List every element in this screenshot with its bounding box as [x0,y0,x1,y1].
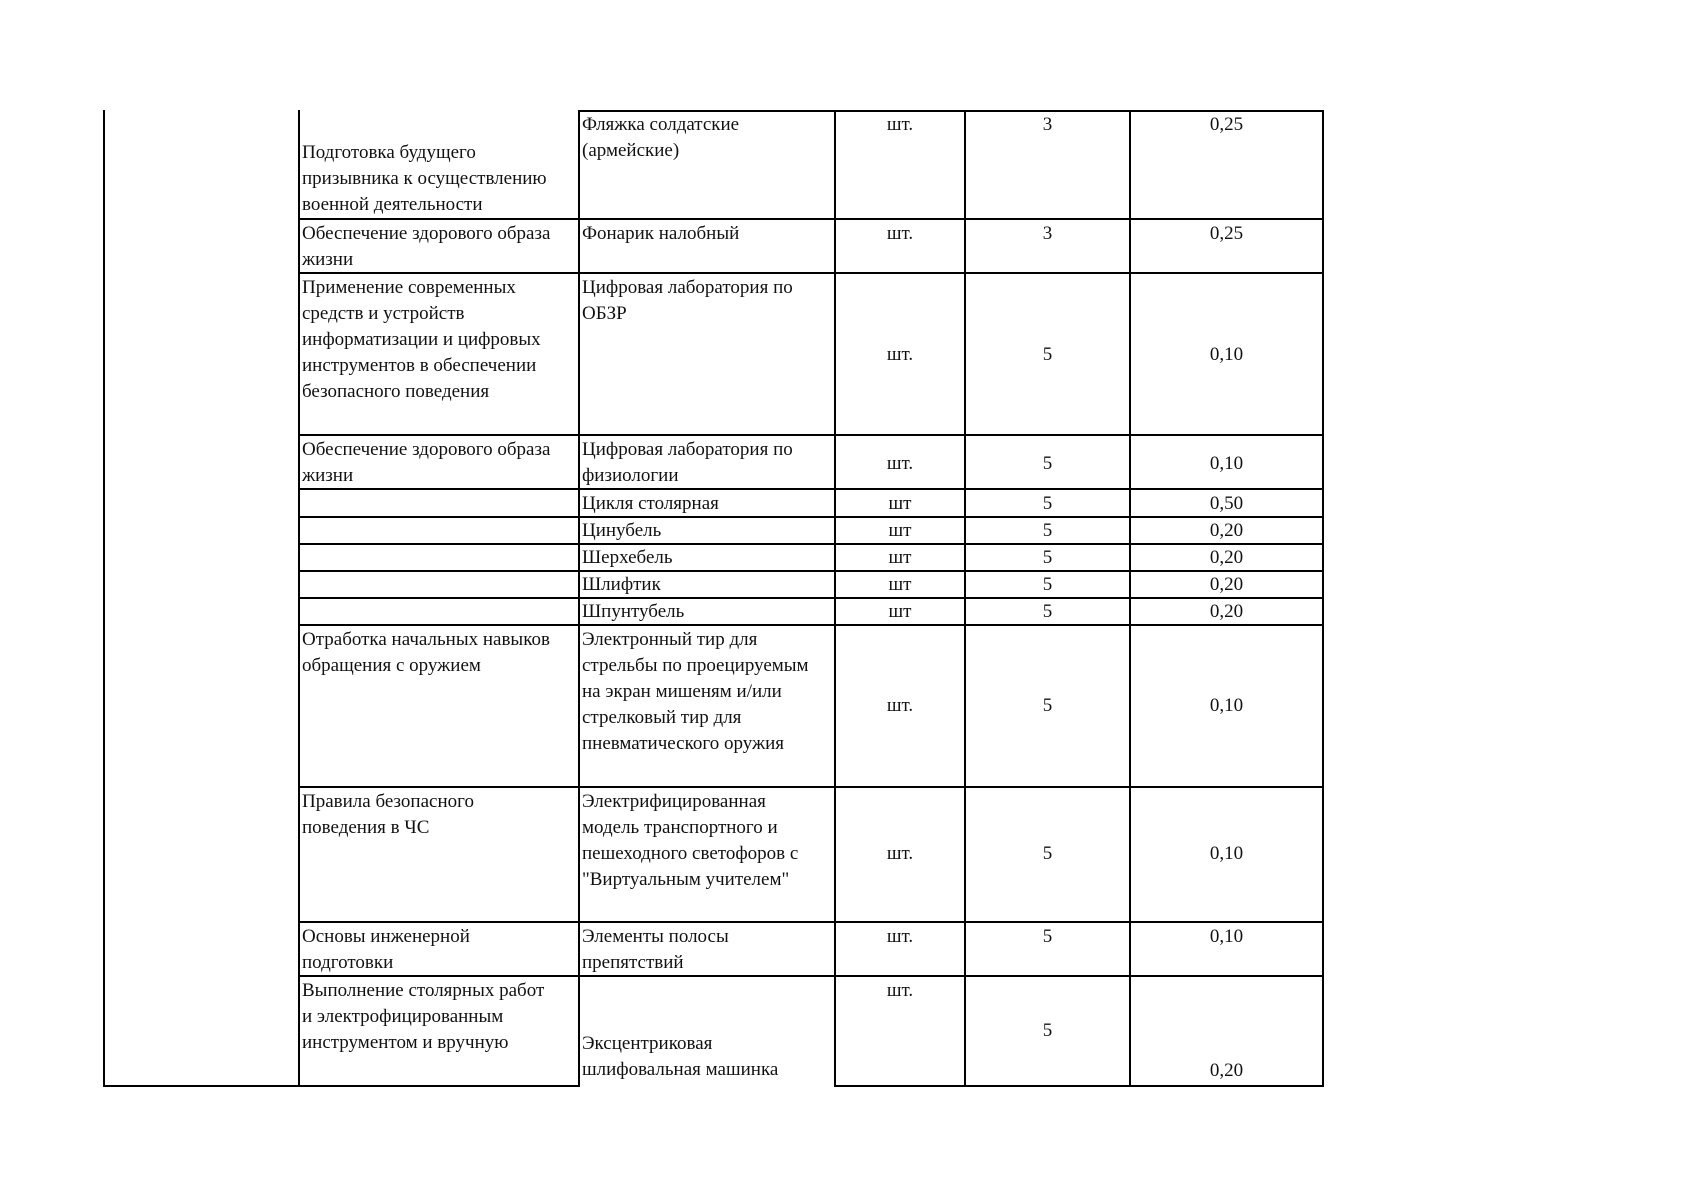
unit-cell: шт. [886,453,914,474]
topic-cell: Обеспечение здорового образа жизни [302,439,551,486]
topic-cell: Основы инженерной подготовки [302,926,470,973]
table-rule [298,434,1324,436]
topic-cell: Подготовка будущего призывника к осуществлению военной деятельности [302,142,547,215]
item-cell: Шлифтик [582,574,661,595]
item-cell: Шерхебель [582,547,673,568]
rate-cell: 0,20 [1209,547,1244,568]
rate-cell: 0,20 [1209,520,1244,541]
rate-cell: 0,25 [1209,114,1244,135]
item-cell: Цинубель [582,520,662,541]
quantity-cell: 5 [1042,574,1053,595]
unit-cell: шт [888,574,912,595]
quantity-cell: 5 [1042,843,1053,864]
unit-cell: шт [888,520,912,541]
item-cell: Элементы полосы препятствий [582,926,729,973]
unit-cell: шт [888,493,912,514]
item-cell: Цифровая лаборатория по физиологии [582,439,793,486]
item-cell: Фляжка солдатские (армейские) [582,114,740,161]
rate-cell: 0,10 [1209,453,1244,474]
unit-cell: шт. [886,980,914,1001]
unit-cell: шт [888,547,912,568]
rate-cell: 0,20 [1209,601,1244,622]
unit-cell: шт. [886,114,914,135]
rate-cell: 0,10 [1209,843,1244,864]
rate-cell: 0,20 [1209,1060,1244,1081]
unit-cell: шт [888,601,912,622]
item-cell: Цифровая лаборатория по ОБЗР [582,277,793,324]
quantity-cell: 5 [1042,453,1053,474]
quantity-cell: 5 [1042,1020,1053,1041]
unit-cell: шт. [886,843,914,864]
table-rule [834,1085,1324,1087]
rate-cell: 0,50 [1209,493,1244,514]
quantity-cell: 5 [1042,493,1053,514]
rate-cell: 0,10 [1209,926,1244,947]
item-cell: Шпунтубель [582,601,685,622]
item-cell: Эксцентриковая шлифовальная машинка [582,1033,779,1080]
unit-cell: шт. [886,344,914,365]
quantity-cell: 5 [1042,601,1053,622]
table-rule [103,1085,580,1087]
topic-cell: Отработка начальных навыков обращения с оружием [302,629,550,676]
rate-cell: 0,10 [1209,344,1244,365]
quantity-cell: 5 [1042,520,1053,541]
quantity-cell: 5 [1042,344,1053,365]
rate-cell: 0,25 [1209,223,1244,244]
quantity-cell: 3 [1042,114,1053,135]
topic-cell: Обеспечение здорового образа жизни [302,223,551,270]
unit-cell: шт. [886,926,914,947]
topic-cell: Правила безопасного поведения в ЧС [302,791,474,838]
item-cell: Электрифицированная модель транспортного и пешеходного светофоров с "Виртуальным учителем" [582,791,799,890]
table-rule [298,218,1324,220]
table-rule [298,786,1324,788]
quantity-cell: 3 [1042,223,1053,244]
topic-cell: Выполнение столярных работ и электрофицированным инструментом и вручную [302,980,545,1053]
item-cell: Электронный тир для стрельбы по проецируемым на экран мишеням и/или стрелковый тир для пневматического оружия [582,629,809,754]
table-rule [298,921,1324,923]
unit-cell: шт. [886,223,914,244]
quantity-cell: 5 [1042,926,1053,947]
table-border-left [103,110,105,1087]
quantity-cell: 5 [1042,547,1053,568]
topic-cell: Применение современных средств и устройств информатизации и цифровых инструментов в обеспечении безопасного поведения [302,277,541,402]
quantity-cell: 5 [1042,695,1053,716]
item-cell: Цикля столярная [582,493,719,514]
rate-cell: 0,20 [1209,574,1244,595]
item-cell: Фонарик налобный [582,223,740,244]
unit-cell: шт. [886,695,914,716]
rate-cell: 0,10 [1209,695,1244,716]
